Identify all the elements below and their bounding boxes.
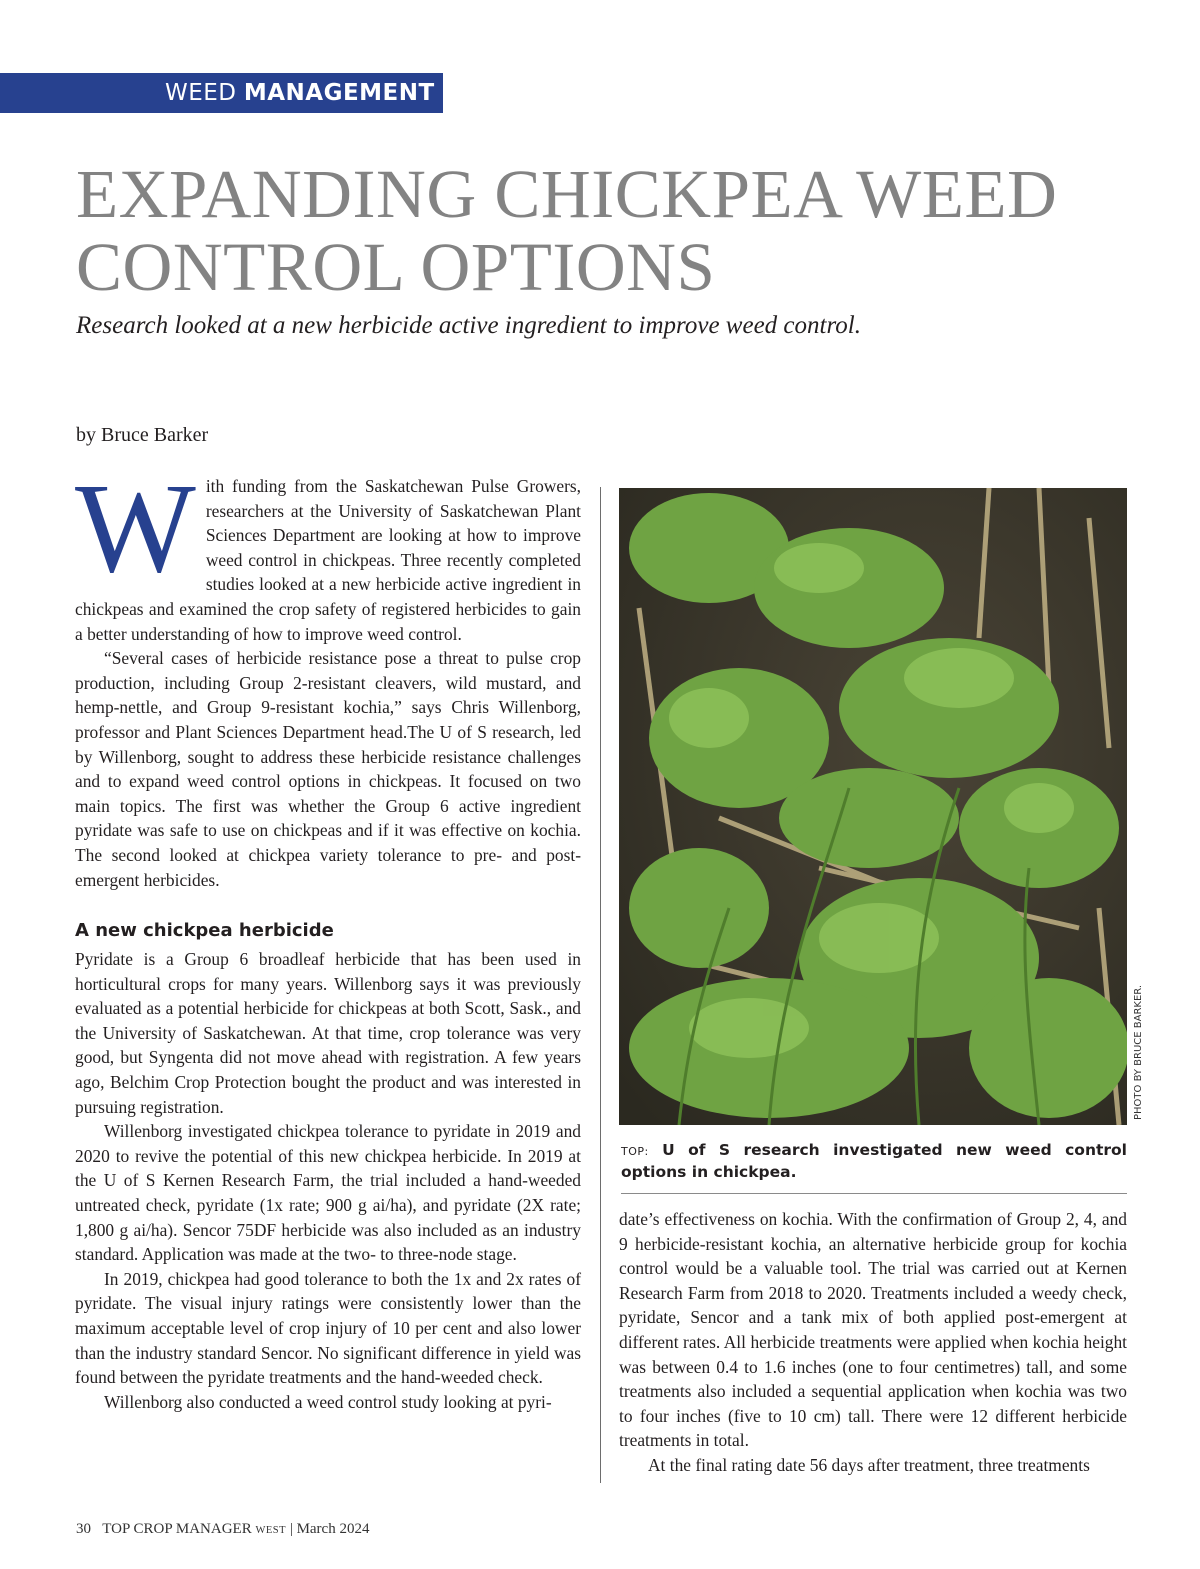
paragraph: In 2019, chickpea had good tolerance to both the 1x and 2x rates of pyridate. The visual injury ratings were consistently lower than the maximum acceptable level of crop injury of 10 per cent and also lower than the industry standard Sencor. No significant difference in yield was found between the pyridate treatments and the hand-weeded check.	[75, 1268, 581, 1388]
page-footer	[76, 1519, 369, 1541]
paragraph-intro-text: ith funding from the Saskatchewan Pulse Growers, researchers at the University of Saskatchewan Plant Sciences Department are looking at how to improve weed control in chickpeas. Three recently completed studies looked at a new herbicide active ingredient in chickpeas and examined the crop safety of registered herbicides to gain a better understanding of how to improve weed control.	[75, 476, 581, 644]
article-column-right	[619, 1207, 1127, 1478]
paragraph: date’s effectiveness on kochia. With the confirmation of Group 2, 4, and 9 herbicide-resistant kochia, an alternative herbicide group for kochia control would be a valuable tool. The trial was carried out at Kernen Research Farm from 2018 to 2020. Treatments included a weedy check, pyridate, Sencor and a tank mix of both applied post-emergent at different rates. All herbicide treatments were applied when kochia height was between 0.4 to 1.6 inches (one to four centimetres) tall, and some treatments also included a sequential application when kochia was two to four inches (five to 10 cm) tall. There were 12 different herbicide treatments in total.	[619, 1209, 1127, 1451]
article-column-left	[75, 457, 581, 1414]
drop-cap: W	[75, 457, 196, 599]
caption-text: U of S research investigated new weed control options in chickpea.	[621, 1141, 1127, 1181]
section-header	[0, 73, 443, 113]
paragraph: Willenborg investigated chickpea tolerance to pyridate in 2019 and 2020 to revive the potential of this new chickpea herbicide. In 2019 at the U of S Kernen Research Farm, the trial included a hand-weeded untreated check, pyridate (1x rate; 900 g ai/ha), and pyridate (2X rate; 1,800 g ai/ha). Sencor 75DF herbicide was also included as an industry standard. Application was made at the two- to three-node stage.	[75, 1121, 581, 1265]
magazine-name: TOP CROP MANAGER	[102, 1521, 252, 1537]
column-divider	[600, 487, 601, 1483]
page-number: 30	[76, 1521, 91, 1537]
article-headline: EXPANDING CHICKPEA WEED CONTROL OPTIONS	[76, 156, 1058, 305]
subheading: A new chickpea herbicide	[75, 920, 334, 942]
magazine-edition: WEST	[255, 1525, 287, 1536]
byline: by Bruce Barker	[76, 424, 209, 446]
paragraph: Pyridate is a Group 6 broadleaf herbicide that has been used in horticultural crops for many years. Willenborg says it was previously evaluated as a potential herbicide for chickpeas at both Scott, Sask., and the University of Saskatchewan. At that time, crop tolerance was very good, but Syngenta did not move ahead with registration. A few years ago, Belchim Crop Protection bought the product and was interested in pursuing registration.	[75, 949, 581, 1117]
article-deck: Research looked at a new herbicide active ingredient to improve weed control.	[76, 312, 861, 339]
photo-caption	[621, 1140, 1127, 1183]
paragraph: “Several cases of herbicide resistance pose a threat to pulse crop production, including Group 2-resistant cleavers, wild mustard, and hemp-nettle, and Group 9-resistant kochia,” says Chris Willenborg, professor and Plant Sciences Department head.The U of S research, led by Willenborg, sought to address these herbicide resistance challenges and to expand weed control options in chickpeas. It focused on two main topics. The first was whether the Group 6 active ingredient pyridate was safe to use on chickpeas and if it was effective on kochia. The second looked at chickpea variety tolerance to pre- and post-emergent herbicides.	[75, 648, 581, 890]
chickpea-photo	[619, 488, 1127, 1125]
section-label-light: WEED	[165, 80, 237, 106]
paragraph: Willenborg also conducted a weed control study looking at pyri-	[104, 1391, 552, 1412]
caption-lead: TOP:	[621, 1145, 649, 1158]
paragraph: At the final rating date 56 days after treatment, three treatments	[648, 1454, 1090, 1475]
section-label-bold: MANAGEMENT	[243, 80, 435, 106]
caption-divider	[621, 1193, 1127, 1194]
paragraph-intro	[75, 457, 581, 646]
photo-credit: PHOTO BY BRUCE BARKER.	[1133, 984, 1144, 1120]
issue-date: | March 2024	[289, 1521, 370, 1537]
